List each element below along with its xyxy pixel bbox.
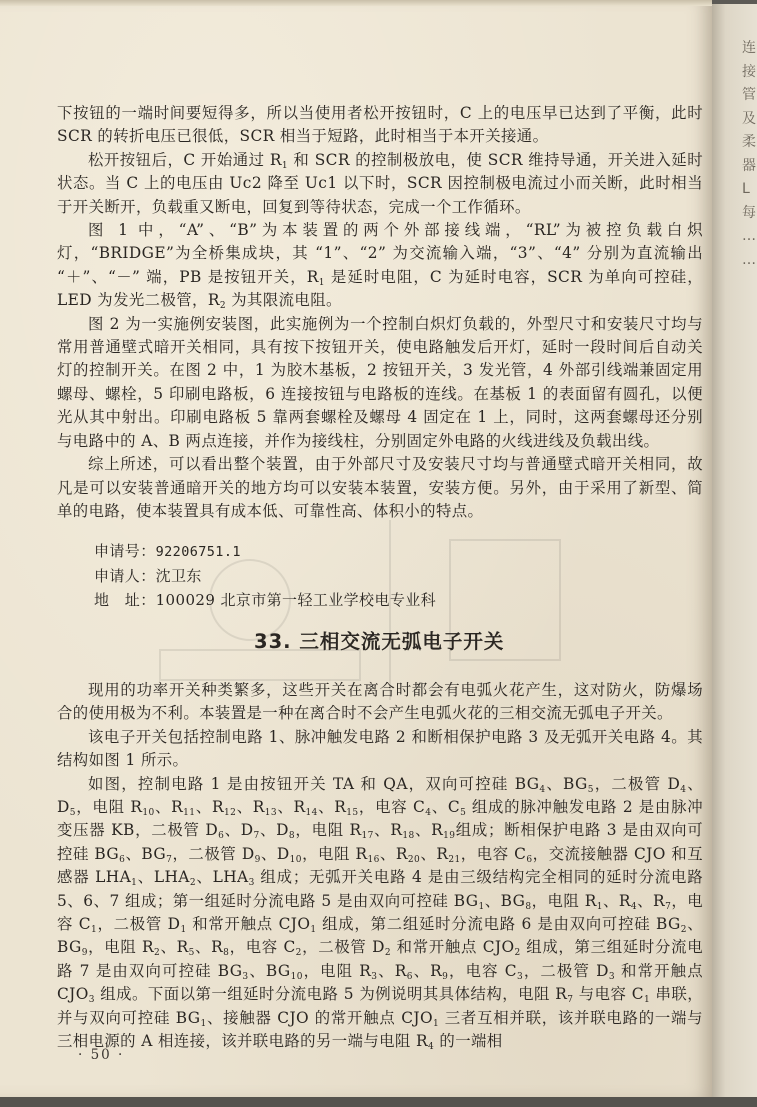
paragraph: 现用的功率开关种类繁多，这些开关在离合时都会有电弧火花产生，这对防火，防爆场合的使用极为不利。本装置是一种在离合时不会产生电弧火花的三相交流无弧电子开关。 <box>57 681 703 723</box>
subscript: 14 <box>305 808 318 819</box>
subscript: 3 <box>371 971 378 982</box>
facing-page-char: 连 <box>742 40 756 56</box>
subscript: 1 <box>478 901 485 912</box>
subscript: 4 <box>427 1042 435 1053</box>
paragraph: 图 2 为一实施例安装图，此实施例为一个控制白炽灯负载的，外型尺寸和安装尺寸均与常用普通壁式暗开关相同，具有按下按钮开关，使电路触发后开灯，延时一段时间后自动关灯的控制开关。在图 2 中，1 为胶木基板，2 按钮开关，3 发光管，4 外部引线端兼固定用螺母、螺栓，5 印刷电路板，6 连接按钮与电路板的连线。在基板 1 的表面留有圆孔，以便光从其中射出。印刷电路板 5 靠两套螺栓及螺母 4 固定在 1 上，同时，这两套螺母还分别与电路中的 A、B 两点连接，并作为接线柱，分别固定外电路的火线进线及负载出线。 <box>57 314 703 450</box>
paragraph: 图 1 中，“A”、“B”为本装置的两个外部接线端，“RL”为被控负载白炽灯，“BRIDGE”为全桥集成块，其 “1”、“2” 为交流输入端，“3”、“4” 分别为直流输出 “＋”、“－” 端，PB 是按钮开关，$R_1$ 是延时电阻，C 为延时电容，SCR 为单向可控硅，LED 为发光二极管，$R_2$ 为其限流电阻。 <box>57 221 704 312</box>
subscript: 3 <box>248 878 255 889</box>
subscript: 1 <box>432 1018 440 1029</box>
page-top-edge <box>0 0 712 6</box>
article-1-body <box>57 102 703 523</box>
facing-page-text <box>742 37 757 272</box>
facing-page-char: 每 <box>742 204 756 221</box>
subscript: 18 <box>402 831 415 842</box>
subscript: 5 <box>188 948 195 959</box>
subscript: 10 <box>290 971 303 982</box>
subscript: 3 <box>516 971 524 982</box>
paragraph: 该电子开关包括控制电路 1、脉冲触发电路 2 和断相保护电路 3 及无弧开关电路 4。其结构如图 1 所示。 <box>57 727 703 770</box>
subscript: 9 <box>81 948 88 959</box>
subscript: 1 <box>180 925 187 936</box>
subscript: 2 <box>384 948 392 959</box>
subscript: 13 <box>264 808 277 819</box>
applicant-row <box>94 564 436 588</box>
subscript: 2 <box>295 948 302 959</box>
subscript: 17 <box>361 831 374 842</box>
page-number: · 50 · <box>78 1047 125 1063</box>
applicant-name: 沈卫东 <box>155 567 202 585</box>
subscript: 3 <box>88 995 95 1006</box>
subscript: 5 <box>69 808 76 819</box>
subscript: 5 <box>587 784 594 795</box>
subscript: 10 <box>289 854 302 865</box>
subscript: 5 <box>460 808 467 819</box>
subscript: 10 <box>142 808 155 819</box>
facing-page-char: 管 <box>742 87 756 103</box>
address-label: 地 址： <box>94 591 156 609</box>
subscript: 9 <box>254 854 261 865</box>
subscript: 4 <box>630 901 638 912</box>
subscript: 2 <box>189 878 196 889</box>
subscript: 1 <box>131 878 138 889</box>
subscript: 1 <box>643 995 651 1006</box>
subscript: 9 <box>442 971 449 982</box>
subscript: 7 <box>665 901 672 912</box>
subscript: 2 <box>154 948 161 959</box>
subscript: 8 <box>525 901 532 912</box>
facing-page-char: 及 <box>742 110 756 127</box>
paragraph: 下按钮的一端时间要短得多，所以当使用者松开按钮时，C 上的电压早已达到了平衡，此时 SCR 的转折电压已很低，SCR 相当于短路，此时相当于本开关接通。 <box>57 104 703 146</box>
subscript: 11 <box>183 808 196 819</box>
subscript: 15 <box>346 808 359 819</box>
subscript: 2 <box>219 301 226 312</box>
subscript: 2 <box>680 925 687 936</box>
facing-page-char: … <box>742 228 756 244</box>
facing-page-char: 器 <box>742 157 756 174</box>
subscript: 8 <box>223 948 230 959</box>
subscript: 19 <box>443 831 456 842</box>
address-value: 100029 北京市第一轻工业学校电专业科 <box>155 591 437 609</box>
section-title: 33. 三相交流无弧电子开关 <box>254 630 505 653</box>
subscript: 4 <box>425 808 432 819</box>
subscript: 6 <box>119 854 126 865</box>
subscript: 4 <box>680 784 687 795</box>
subscript: 3 <box>242 971 249 982</box>
subscript: 1 <box>200 1018 207 1029</box>
subscript: 7 <box>166 854 173 865</box>
subscript: 21 <box>448 854 461 865</box>
application-number-label: 申请号： <box>94 542 156 560</box>
applicant-label: 申请人： <box>94 567 156 585</box>
subscript: 12 <box>223 808 237 819</box>
subscript: 20 <box>407 854 421 865</box>
subscript: 6 <box>526 854 533 865</box>
paragraph: 如图，控制电路 1 是由按钮开关 TA 和 QA，双向可控硅 $BG_4$、$BG_5$，二极管 $D_4$、$D_5$，电阻 $R_{10}$、$R_{11}$、$R_{12}$、$R_{13}$、$R_{14}$、$R_{15}$，电容 $C_4$、$C_5$ 组成的脉冲触发电路 2 是由脉冲变压器 KB，二极管 $D_6$、$D_7$、$D_8$，电阻 $R_{17}$、$R_{18}$、$R_{19}$组成；断相保护电路 3 是由双向可控硅 $BG_6$、$BG_7$，二极管 $D_9$、$D_{10}$，电阻 $R_{16}$、$R_{20}$、$R_{21}$，电容 $C_6$，交流接触器 CJO 和互感器 $LHA_1$、$LHA_2$、$LHA_3$ 组成；无弧开关电路 4 是由三级结构完全相同的延时分流电路 5、6、7 组成；第一组延时分流电路 5 是由双向可控硅 $BG_1$、$BG_8$，电阻 $R_1$、$R_4$、$R_7$，电容 $C_1$，二极管 $D_1$ 和常开触点 $CJO_1$ 组成，第二组延时分流电路 6 是由双向可控硅 $BG_2$、$BG_9$，电阻 $R_2$、$R_5$、$R_8$，电容 $C_2$，二极管 $D_2$ 和常开触点 $CJO_2$ 组成，第三组延时分流电路 7 是由双向可控硅 $BG_3$、$BG_{10}$，电阻 $R_3$、$R_6$、$R_9$，电容 $C_3$，二极管 $D_3$ 和常开触点 $CJO_3$ 组成。下面以第一组延时分流电路 5 为例说明其具体结构，电阻 $R_7$ 与电容 $C_1$ 串联，并与双向可控硅 $BG_1$、接触器 CJO 的常开触点 $CJO_1$ 三者互相并联，该并联电路的一端与三相电源的 A 相连接，该并联电路的另一端与电阻 $R_4$ 的一端相 <box>57 774 704 1053</box>
paragraph: 松开按钮后，C 开始通过 $R_1$ 和 SCR 的控制极放电，使 SCR 维持导通，开关进入延时状态。当 C 上的电压由 Uc2 降至 Uc1 以下时，SCR 因控制极电流过小而关断，此时相当于开关断开，负载重又断电，回复到等待状态，完成一个工作循环。 <box>57 150 703 216</box>
subscript: 6 <box>406 971 413 982</box>
facing-page-char: 接 <box>742 63 756 80</box>
subscript: 6 <box>218 831 225 842</box>
subscript: 1 <box>281 160 289 171</box>
application-number-row <box>94 539 436 564</box>
subscript: 4 <box>539 784 546 795</box>
article-2-body <box>57 679 703 1054</box>
subscript: 3 <box>608 971 615 982</box>
facing-page-char: 柔 <box>742 134 756 150</box>
subscript: 1 <box>90 925 98 936</box>
paragraph: 综上所述，可以看出整个装置，由于外部尺寸及安装尺寸均与普通壁式暗开关相同，故凡是可以安装普通暗开关的地方均可以安装本装置，安装方便。另外，由于采用了新型、简单的电路，使本装置具有成本低、可靠性高、体积小的特点。 <box>57 455 703 520</box>
subscript: 1 <box>318 277 325 288</box>
subscript: 7 <box>253 831 260 842</box>
subscript: 2 <box>514 948 521 959</box>
subscript: 1 <box>310 925 317 936</box>
address-row <box>94 588 436 612</box>
facing-page-char: … <box>742 251 756 268</box>
patent-info <box>94 539 436 612</box>
subscript: 16 <box>367 854 380 865</box>
subscript: 1 <box>596 901 603 912</box>
subscript: 7 <box>567 995 574 1006</box>
facing-page-edge <box>712 4 757 1097</box>
facing-page-char: L <box>742 181 750 197</box>
application-number: 92206751.1 <box>155 544 241 560</box>
scan-bottom-shadow <box>0 1097 757 1107</box>
subscript: 8 <box>288 831 296 842</box>
